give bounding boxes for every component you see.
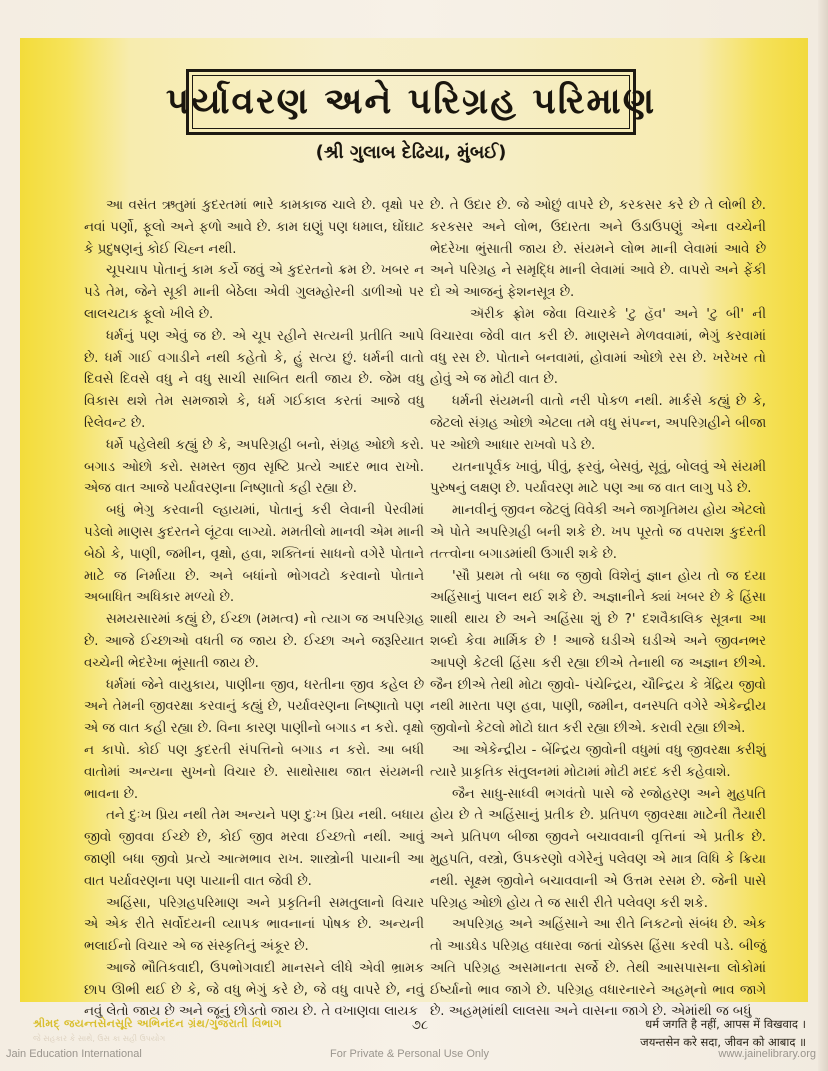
couplet-line: धर्म जगति है नहीं, आपस में विखवाद । [645,1017,806,1031]
paragraph: ધર્મે પહેલેથી કહ્યું છે કે, અપરિગ્રહી બનો, સંગ્રહ ઓછો કરો. બગાડ ઓછો કરો. સમસ્ત જીવ સૃષ્ટિ પ્રત્યે આદર ભાવ રાખો. એજ વાત આજે પર્યાવરણના નિષ્ણાતો કહી રહ્યા છે. [84,437,424,497]
usage-notice: For Private & Personal Use Only [330,1048,489,1060]
paragraph: આજે ભૌતિકવાદી, ઉપભોગવાદી માનસને લીધે એવી ભ્રામક છાપ ઊભી થઈ છે કે, જે વધુ ભેગું કરે છે, જે વધુ વાપરે છે, નવું નવું લેતો જાય છે અને જૂનું છોડતો જાય છે. તે વખાણવા લાયક [84,960,424,1020]
paragraph: આ એકેન્દ્રીય - બેંન્દ્રિય જીવોની વધુમાં વધુ જીવરક્ષા કરીશું ત્યારે પ્રાકૃતિક સંતુલનમાં મોટામાં મોટી મદદ કરી કહેવાશે. [430,742,766,780]
left-column [84,195,424,1023]
book-title: શ્રીમદ્ જયન્તસેનસૂરિ અભિનંદન ગ્રંથ/ગુજરાતી વિભાગ [33,1017,282,1030]
footer-couplet [640,1015,806,1051]
paragraph: સમયસારમાં કહ્યું છે, ઈચ્છા (મમત્વ) નો ત્યાગ જ અપરિગ્રહ છે. આજે ઈચ્છાઓ વધતી જ જાય છે. ઈચ્છા અને જરૂરિયાત વચ્ચેની ભેદરેખા ભૂંસાતી જાય છે. [84,612,424,671]
paragraph: જૈન સાધુ-સાધ્વી ભગવંતો પાસે જે રજોહરણ અને મુહપતિ હોય છે તે અહિંસાનું પ્રતીક છે. પ્રતિપળ જીવરક્ષા માટેની તૈયારી અને પ્રતિપળ બીજા જીવને બચાવવાની વૃત્તિનાં એ પ્રતીક છે. મુહપતિ, વસ્ત્રો, ઉપકરણો વગેરેનું પલેવણ એ માત્ર વિધિ કે ક્રિયા નથી. સૂક્ષ્મ જીવોને બચાવવાની એ ઉત્તમ રસમ છે. જેની પાસે પરિગ્રહ ઓછો હોય તે જ સારી રીતે પલેવણ કરી શકે. [430,786,766,911]
paragraph: અપરિગ્રહ અને અહિંસાને આ રીતે નિકટનો સંબંધ છે. એક તો આડધેડ પરિગ્રહ વધારવા જતાં ચોક્કસ હિંસા કરવી પડે. બીજું અતિ પરિગ્રહ અસમાનતા સર્જે છે. તેથી આસપાસના લોકોમાં ઈર્ષ્યાનો ભાવ જાગે છે. પરિગ્રહ વધારનારને અહમ્‌નો ભાવ જાગે છે. અહમ્‌માંથી લાલસા અને વાસના જાગે છે. એમાંથી જ બધું [430,917,766,1020]
paragraph: ધર્મની સંયમની વાતો નરી પોકળ નથી. માર્કસે કહ્યું છે કે, જેટલો સંગ્રહ ઓછો એટલા તમે વધુ સંપન્ન, અપરિગ્રહીને બીજા પર ઓછો આધાર રાખવો પડે છે. [430,394,766,453]
paragraph: આ વસંત ઋતુમાં કુદરતમાં ભારે કામકાજ ચાલે છે. વૃક્ષો પર નવાં પર્ણો, ફૂલો અને ફળો આવે છે. કામ ઘણું પણ ધમાલ, ઘોંઘાટ કે પ્રદુષણનું કોઈ ચિહ્ન નથી. [84,198,424,257]
article-title: પર્યાવરણ અને પરિગ્રહ પરિમાણ [165,81,657,122]
source-publisher: Jain Education International [6,1048,142,1060]
paragraph: ધર્મનું પણ એવું જ છે. એ ચૂપ રહીને સત્યની પ્રતીતિ આપે છે. ધર્મ ગાઈ વગાડીને નથી કહેતો કે, હું સત્ય છું. ધર્મની વાતો દિવસે દિવસે વધુ ને વધુ સાચી સાબિત થતી જાય છે. જેમ વધુ વિકાસ થશે તેમ સમજાશે કે, ધર્મ ગઈકાલ કરતાં આજે વધુ રિલેવન્ટ છે. [84,328,424,431]
paragraph: છે. તે ઉદાર છે. જે ઓછું વાપરે છે, કરકસર કરે છે તે લોભી છે. કરકસર અને લોભ, ઉદારતા અને ઉડાઉપણું એના વચ્ચેની ભેદરેખા ભુંસાતી જાય છે. સંયમને લોભ માની લેવામાં આવે છે અને પરિગ્રહ ને સમૃદ્ધિ માની લેવામાં આવે છે. વાપરો અને ફેંકી દો એ આજનું ફેશનસૂત્ર છે. [430,198,766,301]
paragraph: ચૂપચાપ પોતાનું કામ કર્યે જવું એ કુદરતનો ક્રમ છે. ખબર ન પડે તેમ, જેને સૂકી માની બેઠેલા એવી ગુલમ્હોરની ડાળીઓ પર લાલચટાક ફૂલો ખીલે છે. [84,263,424,322]
paragraph: બધું ભેગુ કરવાની લ્હાયમાં, પોતાનું કરી લેવાની પેરવીમાં પડેલો માણસ કુદરતને લૂંટવા લાગ્યો. મમતીલો માનવી એમ માની બેઠો કે, પાણી, જમીન, વૃક્ષો, હવા, શક્તિનાં સાધનો વગેરે પોતાને માટે જ નિર્માયા છે. અને બધાંનો ભોગવટો કરવાનો પોતાને અબાધિત અધિકાર મળ્યો છે. [84,503,424,606]
article-byline: (શ્રી ગુલાબ દેઢિયા, મુંબઈ) [315,142,507,163]
paragraph: માનવીનું જીવન જેટલું વિવેકી અને જાગૃતિમય હોય એટલો એ પોતે અપરિગ્રહી બની શકે છે. ખપ પૂરતો જ વપરાશ કુદરતી તત્ત્વોના બગાડમાંથી ઉગારી શકે છે. [430,503,766,562]
right-column [430,195,766,1023]
source-url[interactable]: www.jainelibrary.org [718,1048,816,1060]
paragraph: 'સૌ પ્રથમ તો બધા જ જીવો વિશેનું જ્ઞાન હોય તો જ દયા અહિંસાનું પાલન થઈ શકે છે. અજ્ઞાનીને ક્યાં ખબર છે કે હિંસા શાથી થાય છે અને અહિંસા શું છે ?' દશવૈકાલિક સૂત્રના આ શબ્દો કેવા માર્મિક છે ! આજે ઘડીએ ઘડીએ અને જીવનભર આપણે કેટલી હિંસા કરી રહ્યા છીએ તેનાથી જ અજ્ઞાન છીએ. જૈન છીએ તેથી મોટા જીવો- પંચેન્દ્રિય, ચૌન્દ્રિય કે ત્રેંદ્રિય જીવો નથી મારતા પણ હવા, પાણી, જમીન, વનસ્પતિ વગેરે એકેન્દ્રીય જીવોનો કેટલો મોટો ઘાત કરી રહ્યા છીએ. કરાવી રહ્યા છીએ. [430,568,766,737]
paragraph: ઍરીક ફ્રોમ જેવા વિચારકે 'ટુ હૅવ' અને 'ટુ બી' ની વિચારવા જેવી વાત કરી છે. માણસને મેળવવામાં, ભેગું કરવામાં વધુ રસ છે. પોતાને બનવામાં, હોવામાં ઓછો રસ છે. ખરેખર તો હોવું એ જ મોટી વાત છે. [430,306,766,388]
paragraph: ધર્મમાં જેને વાયુકાય, પાણીના જીવ, ધરતીના જીવ કહેલ છે અને તેમની જીવરક્ષા કરવાનું કહ્યું છે, પર્યાવરણના નિષ્ણાતો પણ એ જ વાત કહી રહ્યા છે. વિના કારણ પાણીનો બગાડ ન કરો. વૃક્ષો ન કાપો. કોઈ પણ કુદરતી સંપત્તિનો બગાડ ન કરો. આ બધી વાતોમાં અન્યના સુખનો વિચાર છે. સાથોસાથ જાત સંયમની ભાવના છે. [84,677,424,802]
title-frame [165,69,657,135]
couplet-line: जयन्तसेन करे सदा, जीवन को आबाद ॥ [640,1035,806,1049]
title-frame-inner [165,75,657,129]
book-subtitle: જે સહકાર કે સાથે, ઉસ કા સહી ઉપયોગ [33,1034,166,1043]
page-edge [818,0,828,1071]
paragraph: યતનાપૂર્વક ખાવું, પીવું, ફરવું, બેસવું, સૂવું, બોલવું એ સંયમી પુરુષનું લક્ષણ છે. પર્યાવરણ માટે પણ આ જ વાત લાગુ પડે છે. [430,459,766,497]
paragraph: અહિંસા, પરિગ્રહપરિમાણ અને પ્રકૃતિની સમતુલાનો વિચાર એ એક રીતે સર્વોદયની વ્યાપક ભાવનાનાં પોષક છે. અન્યની ભલાઈનો વિચાર એ જ સંસ્કૃતિનું અંકૂર છે. [84,895,424,955]
paragraph: તને દુઃખ પ્રિય નથી તેમ અન્યને પણ દુઃખ પ્રિય નથી. બધાય જીવો જીવવા ઈચ્છે છે, કોઈ જીવ મરવા ઈચ્છતો નથી. આવું જાણી બધા જીવો પ્રત્યે આત્મભાવ રાખ. શાસ્ત્રોની પાયાની આ વાત પર્યાવરણના પણ પાયાની વાત જેવી છે. [84,808,424,889]
page-number: ૭૮ [411,1018,429,1033]
